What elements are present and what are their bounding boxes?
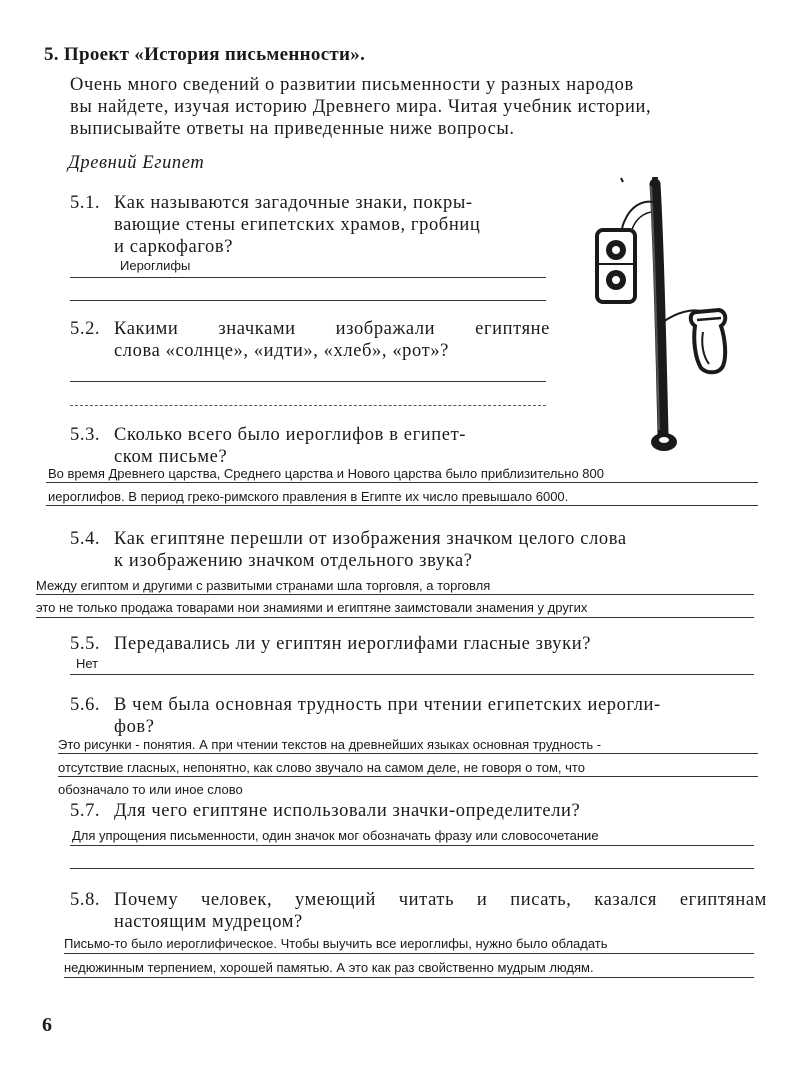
answer-rule <box>70 868 754 869</box>
question-text: Почему человек, умеющий читать и писать, казался египтянам <box>114 890 767 910</box>
answer-5-4: это не только продажа товарами нои знамиями и египтяне заимстовали знамения у других <box>36 600 588 615</box>
answer-rule <box>46 505 758 506</box>
question-number: 5.6. <box>70 695 101 715</box>
answer-5-8: Письмо-то было иероглифическое. Чтобы выучить все иероглифы, нужно было обладать <box>64 936 608 951</box>
answer-rule <box>36 594 754 595</box>
question-number: 5.8. <box>70 890 101 910</box>
answer-5-6: Это рисунки - понятия. А при чтении текстов на древнейших языках основная трудность - <box>58 737 602 752</box>
question-5-6 <box>70 694 767 738</box>
question-text: Для чего египтяне использовали значки-определители? <box>114 801 581 821</box>
answer-5-8: недюжинным терпением, хорошей памятью. А это как раз свойственно мудрым людям. <box>64 960 594 975</box>
answer-5-7: Для упрощения письменности, один значок мог обозначать фразу или словосочетание <box>72 828 599 843</box>
question-number: 5.2. <box>70 319 101 339</box>
section-title: Древний Египет <box>68 153 205 173</box>
page-number: 6 <box>42 1014 52 1036</box>
question-text: Сколько всего было иероглифов в египет- <box>114 425 467 445</box>
intro-line: вы найдете, изучая историю Древнего мира. Читая учебник истории, <box>70 97 652 117</box>
question-text: В чем была основная трудность при чтении египетских иерогли- <box>114 695 661 715</box>
answer-5-1: Иероглифы <box>120 258 191 273</box>
intro-line: выписывайте ответы на приведенные ниже вопросы. <box>70 119 515 139</box>
question-5-5 <box>70 633 767 655</box>
answer-5-5: Нет <box>76 656 99 671</box>
question-text: ском письме? <box>114 447 228 467</box>
question-5-4 <box>70 528 767 572</box>
answer-rule <box>64 953 754 954</box>
question-number: 5.3. <box>70 425 101 445</box>
answer-5-6: отсутствие гласных, непонятно, как слово звучало на самом деле, не говоря о том, что <box>58 760 585 775</box>
answer-5-3: Во время Древнего царства, Среднего царства и Нового царства было приблизительно 800 <box>48 466 604 481</box>
project-title: 5. Проект «История письменности». <box>44 44 366 65</box>
question-text: Как египтяне перешли от изображения значком целого слова <box>114 529 627 549</box>
answer-5-4: Между египтом и другими с развитыми странами шла торговля, а торговля <box>36 578 491 593</box>
question-text: и саркофагов? <box>114 237 234 257</box>
question-number: 5.7. <box>70 801 101 821</box>
question-text: вающие стены египетских храмов, гробниц <box>114 215 481 235</box>
question-text: Какими значками изображали египтяне <box>114 319 550 339</box>
question-text: Как называются загадочные знаки, покры- <box>114 193 473 213</box>
answer-rule <box>46 482 758 483</box>
writing-palette-icon <box>585 172 755 462</box>
answer-rule <box>70 300 546 301</box>
question-number: 5.1. <box>70 193 101 213</box>
answer-rule <box>70 845 754 846</box>
question-5-2 <box>70 318 550 362</box>
answer-rule <box>58 776 758 777</box>
answer-rule <box>70 405 546 406</box>
question-number: 5.4. <box>70 529 101 549</box>
question-5-1 <box>70 192 550 258</box>
question-text: настоящим мудрецом? <box>114 912 303 932</box>
project-intro <box>70 74 767 140</box>
question-text: слова «солнце», «идти», «хлеб», «рот»? <box>114 341 449 361</box>
intro-line: Очень много сведений о развитии письменности у разных народов <box>70 75 634 95</box>
answer-rule <box>70 381 546 382</box>
question-text: фов? <box>114 717 155 737</box>
answer-rule <box>70 277 546 278</box>
answer-rule <box>70 674 754 675</box>
question-text: Передавались ли у египтян иероглифами гласные звуки? <box>114 634 592 654</box>
answer-rule <box>64 977 754 978</box>
question-5-8 <box>70 889 767 933</box>
answer-rule <box>36 617 754 618</box>
question-number: 5.5. <box>70 634 101 654</box>
answer-rule <box>58 753 758 754</box>
answer-5-6: обозначало то или иное слово <box>58 782 243 797</box>
question-text: к изображению значком отдельного звука? <box>114 551 473 571</box>
answer-5-3: иероглифов. В период греко-римского правления в Египте их число превышало 6000. <box>48 489 569 504</box>
question-5-3 <box>70 424 550 468</box>
question-5-7 <box>70 800 767 822</box>
